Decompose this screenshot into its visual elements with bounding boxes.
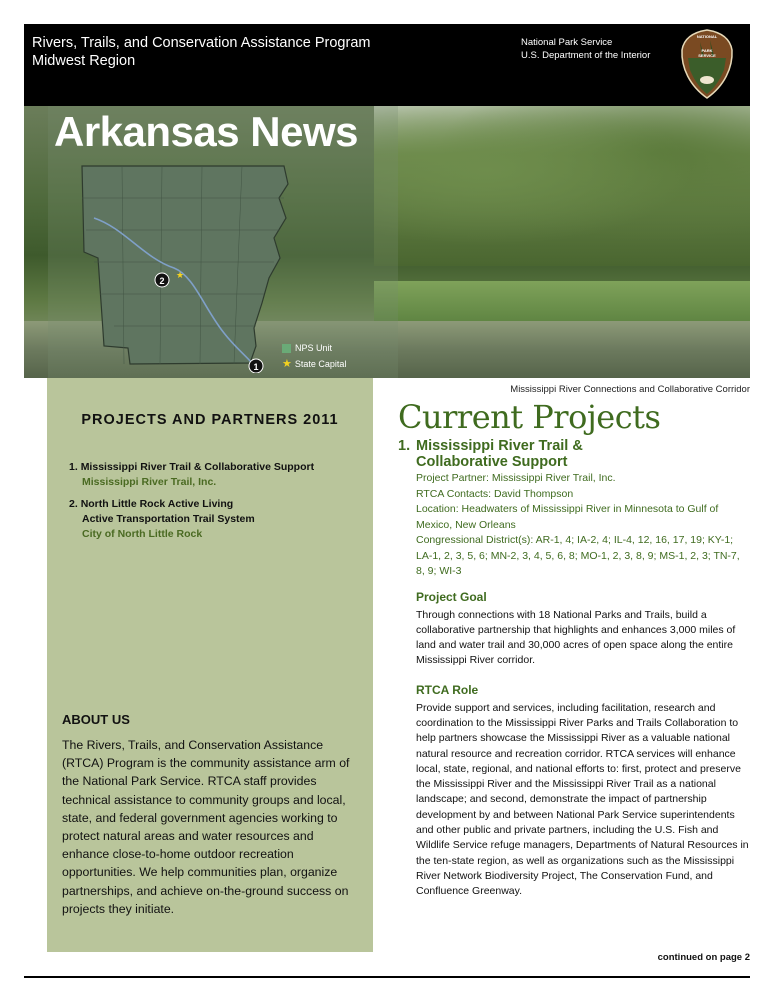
current-projects-heading: Current Projects (398, 398, 661, 436)
hero-banner (24, 106, 750, 378)
project-contacts: RTCA Contacts: David Thompson (416, 487, 574, 500)
item-title-line2: Active Transportation Trail System (82, 513, 255, 525)
main-content (398, 398, 750, 900)
nps-unit-swatch-icon (282, 344, 291, 353)
capital-star-icon: ★ (176, 271, 185, 281)
program-line2: Midwest Region (32, 53, 136, 69)
project-title-line2: Collaborative Support (416, 454, 568, 470)
forest-photo (374, 106, 750, 266)
project-entry (398, 438, 750, 580)
nps-arrowhead-logo-icon (680, 28, 734, 100)
role-section (398, 683, 750, 900)
map-legend (282, 340, 346, 372)
svg-text:SERVICE: SERVICE (698, 53, 716, 58)
project-details (398, 471, 750, 580)
role-text: Provide support and services, including facilitation, research and coordination to the Mississippi River Parks and Trails Collaboration to help partners showcase the Mississippi River as a valuable national natural resource and recreation corridor. RTCA services will enhance local, state, regional, and national efforts to: first, protect and preserve the Mississippi River and the Mississippi River Trail as a national landscape; and second, demonstrate the impact of partnership development by and between National Park Service superintendents and other public and private partners, including the U.S. Fish and Wildlife Service refuge managers, Departments of Natural Resources in the ten-state region, as well as organizations such as the Mississippi River Network Biodiversity Project, The Conservation Fund, and Confluence Greenway. (416, 701, 749, 898)
project-districts: Congressional District(s): AR-1, 4; IA-2, 4; IL-4, 12, 16, 17, 19; KY-1; LA-1, 2, 3, 5, 6; MN-2, 3, 4, 5, 6, 8; MO-1, 2, 3, 8, 9; MS-1, 2, 3; TN-7, 8, 9; WI-3 (416, 534, 740, 577)
map-marker-1: 1 (253, 362, 259, 372)
list-item (69, 497, 359, 542)
program-name (32, 34, 370, 70)
legend-state-capital: State Capital (294, 359, 347, 369)
item-partner: Mississippi River Trail, Inc. (82, 476, 217, 488)
item-title: North Little Rock Active Living (80, 498, 234, 510)
svg-text:NATIONAL: NATIONAL (696, 34, 718, 39)
arkansas-map (74, 158, 299, 373)
program-line1: Rivers, Trails, and Conservation Assistance Program (32, 35, 371, 51)
svg-text:PARK: PARK (701, 48, 713, 53)
project-partner: Project Partner: Mississippi River Trail, Inc. (416, 472, 616, 484)
footer-rule (24, 976, 750, 978)
continued-note: continued on page 2 (657, 952, 750, 963)
page-header (24, 24, 750, 106)
item-partner: City of North Little Rock (82, 528, 203, 540)
about-heading: ABOUT US (62, 712, 130, 727)
project-location: Location: Headwaters of Mississippi River in Minnesota to Gulf of Mexico, New Orleans (416, 503, 719, 531)
goal-heading: Project Goal (416, 589, 487, 604)
riverbank-plants (374, 281, 750, 326)
photo-caption: Mississippi River Connections and Collaborative Corridor (510, 384, 750, 395)
state-capital-star-icon: ★ (282, 358, 292, 370)
newsletter-title: Arkansas News (54, 108, 359, 155)
goal-section (398, 590, 750, 669)
map-marker-2: 2 (159, 276, 165, 286)
item-number: 2. (69, 498, 78, 510)
agency-line2: U.S. Department of the Interior (521, 50, 651, 61)
projects-heading: PROJECTS AND PARTNERS 2011 (81, 412, 339, 428)
about-text: The Rivers, Trails, and Conservation Assistance (RTCA) Program is the community assistance arm of the National Park Service. RTCA staff provides technical assistance to community groups and local, state, and federal government agencies working to protect natural areas and water resources and enhance close-to-home outdoor recreation opportunities. We help communities plan, organize partnerships, and achieve on-the-ground success on projects they initiate. (62, 738, 350, 916)
list-item (69, 460, 359, 490)
role-heading: RTCA Role (416, 682, 479, 697)
sidebar-panel (47, 378, 373, 952)
project-title-line1: Mississippi River Trail & (416, 438, 583, 454)
project-title (398, 438, 750, 470)
item-number: 1. (69, 461, 78, 473)
item-title: Mississippi River Trail & Collaborative Support (80, 461, 315, 473)
legend-nps-unit: NPS Unit (295, 343, 333, 353)
projects-list (69, 460, 359, 549)
goal-text: Through connections with 18 National Parks and Trails, build a collaborative partnership that highlights and enhances 3,000 miles of land and water trail and 30,000 acres of open space along the entire Mississippi River corridor. (416, 608, 736, 667)
project-number: 1. (398, 438, 411, 454)
agency-name (521, 36, 650, 62)
agency-line1: National Park Service (521, 37, 613, 48)
